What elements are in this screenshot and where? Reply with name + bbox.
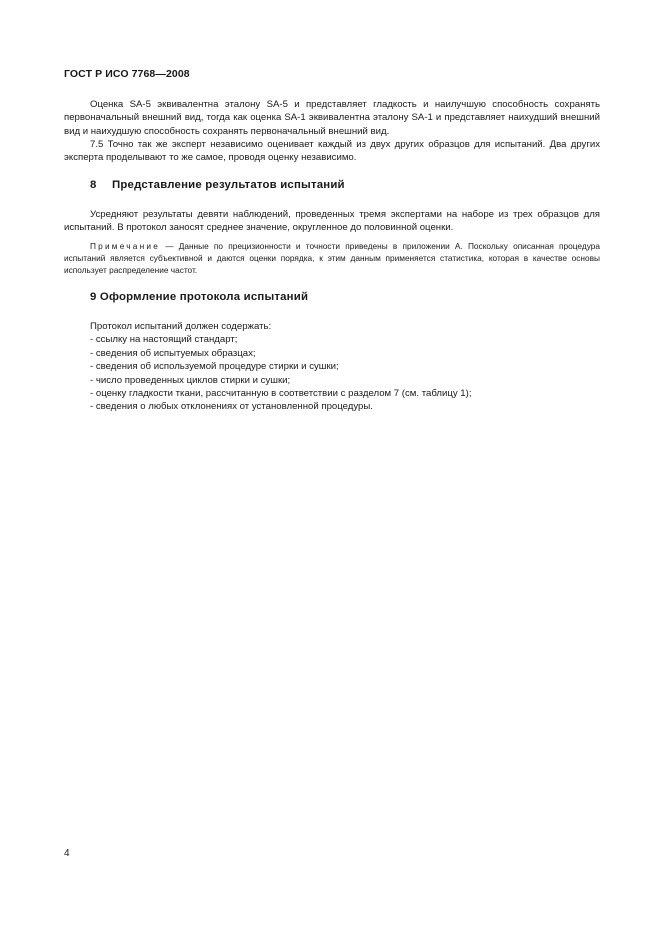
- section-8-heading: [90, 179, 345, 191]
- list-item: - оценку гладкости ткани, рассчитанную в соответствии с разделом 7 (см. таблицу 1);: [90, 388, 472, 400]
- list-item: - сведения об испытуемых образцах;: [90, 347, 256, 359]
- paragraph-7-5: 7.5 Точно так же эксперт независимо оценивает каждый из двух других образцов для испытаний. Два других эксперта проделывают то же самое, проводя оценку независимо.: [64, 139, 600, 164]
- list-item: - сведения об используемой процедуре стирки и сушки;: [90, 361, 339, 373]
- section-8-note: [64, 240, 600, 277]
- section-8-number: 8: [90, 179, 97, 191]
- list-item: - число проведенных циклов стирки и сушки;: [90, 374, 291, 386]
- document-header: ГОСТ Р ИСО 7768—2008: [64, 68, 190, 80]
- note-label: Примечание: [90, 241, 161, 251]
- section-9-intro: Протокол испытаний должен содержать:: [90, 321, 272, 332]
- section-9-list: [90, 320, 472, 414]
- note-text: — Данные по прецизионности и точности приведены в приложении А. Поскольку описанная процедура испытаний является субъективной и даются оценки порядка, к этим данным применяется статистика, которая в качестве основы использует распределение частот.: [64, 241, 600, 276]
- section-9-heading: 9 Оформление протокола испытаний: [90, 291, 309, 303]
- section-8-paragraph: Усредняют результаты девяти наблюдений, проведенных тремя экспертами на наборе из трех образцов для испытаний. В протокол заносят среднее значение, округленное до половинной оценки.: [64, 209, 600, 234]
- list-item: - сведения о любых отклонениях от установленной процедуры.: [90, 401, 373, 413]
- section-8-title: Представление результатов испытаний: [112, 179, 345, 191]
- list-item: - ссылку на настоящий стандарт;: [90, 334, 238, 346]
- paragraph-sa5: Оценка SA-5 эквивалентна эталону SA-5 и представляет гладкость и наилучшую способность сохранять первоначальный внешний вид, тогда как оценка SA-1 эквивалентна эталону SA-1 и представляет наихудший внешний вид и наихудшую способность сохранять первоначальный внешний вид.: [64, 99, 600, 137]
- page-number: 4: [64, 848, 70, 859]
